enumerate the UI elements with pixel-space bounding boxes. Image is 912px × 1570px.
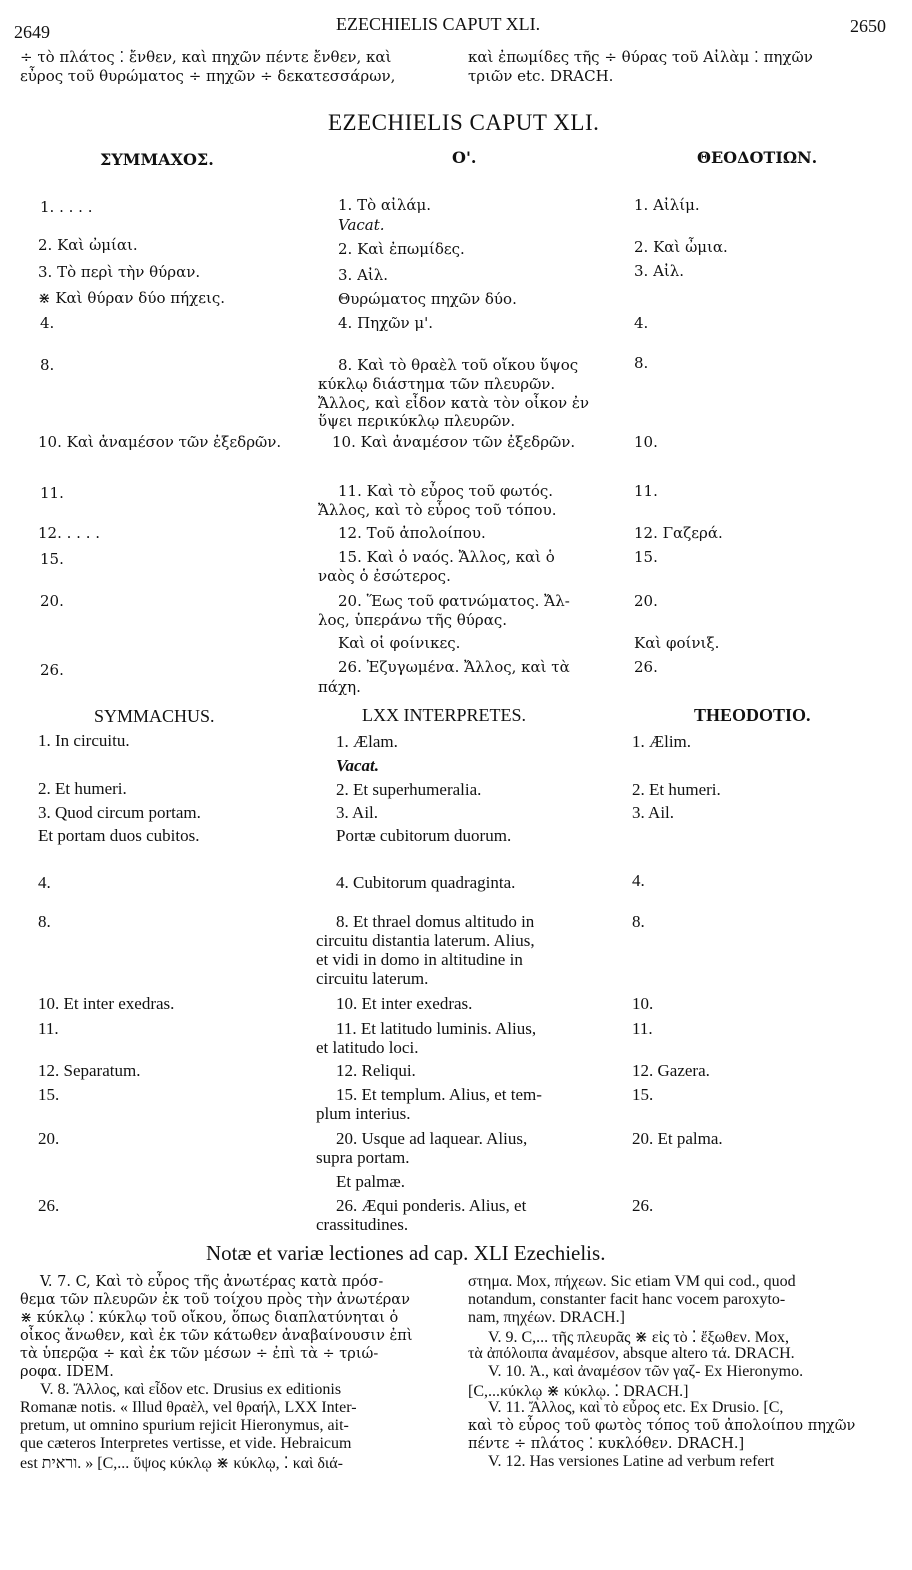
latin-theodotio-line: 3. Ail. [632, 803, 675, 822]
latin-lxx-line: Vacat. [336, 756, 379, 775]
greek-lxx-line: 10. Καὶ ἀναμέσον τῶν ἐξεδρῶν. [332, 433, 576, 451]
greek-theodotion-line: 12. Γαζερά. [634, 524, 723, 542]
latin-symmachus-line: 4. [38, 873, 51, 892]
note-right-line: V. 12. Has versiones Latine ad verbum refert [488, 1453, 775, 1470]
greek-lxx-line: 2. Καὶ ἐπωμίδες. [338, 240, 465, 258]
note-right-line: στημα. Mox, πήχεων. Sic etiam VM qui cod., quod [468, 1273, 796, 1290]
note-left-line: est וראית. » [C,... ὕψος κύκλῳ ⋇ κύκλῳ, ⁚ καὶ διά- [20, 1455, 343, 1472]
latin-symmachus-line: 12. Separatum. [38, 1061, 141, 1080]
greek-symmachus-line: 12. . . . . [38, 524, 100, 542]
greek-lxx-line: Vacat. [338, 216, 385, 234]
latin-lxx-line: 4. Cubitorum quadraginta. [336, 873, 516, 892]
note-right-line: τὰ ἀπόλοιπα ἀναμέσον, absque altero τά. DRACH. [468, 1345, 795, 1362]
note-left-line: τὰ ὑπερῷα ÷ καὶ ἐκ τῶν μέσων ÷ ἐπὶ τὰ ÷ τριώ- [20, 1346, 379, 1362]
note-right-line: nam, πηχέων. DRACH.] [468, 1309, 625, 1326]
greek-theodotion-line: 8. [634, 354, 649, 372]
page-number-left: 2649 [14, 22, 50, 42]
greek-lxx-line: Ἄλλος, καὶ τὸ εὖρος τοῦ τόπου. [318, 501, 557, 519]
greek-lxx-line: 8. Καὶ τὸ θραὲλ τοῦ οἴκου ὕψος [338, 356, 579, 374]
latin-lxx-line: circuitu distantia laterum. Alius, [316, 931, 535, 950]
latin-lxx-line: et vidi in domo in altitudine in [316, 950, 523, 969]
note-right-line: πέντε ÷ πλάτος ⁚ κυκλόθεν. DRACH.] [468, 1436, 745, 1452]
latin-lxx-line: crassitudines. [316, 1215, 409, 1234]
latin-theodotio-line: 20. Et palma. [632, 1129, 723, 1148]
note-right-line: notandum, constanter facit hanc vocem paroxyto- [468, 1291, 786, 1308]
greek-symmachus-line: 3. Τὸ περὶ τὴν θύραν. [38, 263, 201, 281]
latin-symmachus-line: 8. [38, 912, 51, 931]
greek-lxx-line: ναὸς ὁ ἐσώτερος. [318, 567, 451, 585]
latin-theodotio-line: 4. [632, 871, 645, 890]
note-right-line: V. 9. C,... τῆς πλευρᾶς ⋇ εἰς τὸ ⁚ ἔξωθεν. Mox, [488, 1329, 789, 1346]
running-title: EZECHIELIS CAPUT XLI. [336, 14, 541, 34]
note-right-line: V. 10. Ἀ., καὶ ἀναμέσον τῶν γαζ- Ex Hieronymo. [488, 1363, 804, 1380]
latin-lxx-line: plum interius. [316, 1104, 411, 1123]
latin-theodotio-line: 15. [632, 1085, 654, 1104]
note-left-line: θεμα τῶν πλευρῶν ἐκ τοῦ τοίχου πρὸς τὴν ἀνωτέραν [20, 1292, 410, 1308]
greek-symmachus-line: 20. [40, 592, 64, 610]
top-right-line: καὶ ἐπωμίδες τῆς ÷ θύρας τοῦ Αἰλὰμ ⁚ πηχῶν [468, 48, 813, 66]
latin-symmachus-line: Et portam duos cubitos. [38, 826, 200, 845]
greek-theodotion-line: 3. Αἰλ. [634, 262, 685, 280]
latin-lxx-line: supra portam. [316, 1148, 410, 1167]
greek-symmachus-line: 2. Καὶ ὠμίαι. [38, 236, 138, 254]
latin-lxx-line: 26. Æqui ponderis. Alius, et [336, 1196, 527, 1215]
greek-theodotion-line: 1. Αἰλίμ. [634, 196, 700, 214]
greek-lxx-line: πάχη. [318, 678, 361, 696]
latin-symmachus-line: 2. Et humeri. [38, 779, 127, 798]
latin-header-theodotio: THEODOTIO. [694, 705, 811, 725]
greek-theodotion-line: 4. [634, 314, 649, 332]
latin-theodotio-line: 12. Gazera. [632, 1061, 710, 1080]
greek-lxx-line: 1. Τὸ αἰλάμ. [338, 196, 432, 214]
chapter-title: EZECHIELIS CAPUT XLI. [328, 110, 600, 135]
greek-lxx-line: 4. Πηχῶν μ'. [338, 314, 433, 332]
greek-theodotion-line: 20. [634, 592, 658, 610]
latin-theodotio-line: 2. Et humeri. [632, 780, 721, 799]
greek-symmachus-line: 11. [40, 484, 64, 502]
note-left-line: οἶκος ἄνωθεν, καὶ ἐκ τῶν κάτωθεν ἀναβαίνουσιν ἐπὶ [20, 1328, 413, 1344]
greek-lxx-line: ὕψει περικύκλῳ πλευρῶν. [318, 412, 516, 430]
latin-symmachus-line: 10. Et inter exedras. [38, 994, 175, 1013]
greek-lxx-line: 3. Αἰλ. [338, 266, 389, 284]
latin-lxx-line: 10. Et inter exedras. [336, 994, 473, 1013]
latin-lxx-line: et latitudo loci. [316, 1038, 419, 1057]
greek-symmachus-line: 4. [40, 314, 55, 332]
greek-theodotion-line: 15. [634, 548, 658, 566]
note-left-line: ροφα. IDEM. [20, 1364, 114, 1380]
greek-symmachus-line: 1. . . . . [40, 198, 93, 216]
greek-theodotion-line: Καὶ φοίνιξ. [634, 634, 720, 652]
latin-lxx-line: circuitu laterum. [316, 969, 429, 988]
greek-lxx-line: 11. Καὶ τὸ εὖρος τοῦ φωτός. [338, 482, 554, 500]
greek-theodotion-line: 10. [634, 433, 658, 451]
latin-symmachus-line: 3. Quod circum portam. [38, 803, 201, 822]
note-left-line: pretum, ut omnino spurium rejicit Hieronymus, ait- [20, 1417, 349, 1434]
greek-lxx-line: 26. Ἐζυγωμένα. Ἄλλος, καὶ τὰ [338, 658, 570, 676]
greek-symmachus-line: 8. [40, 356, 55, 374]
note-right-line: καὶ τὸ εὖρος τοῦ φωτὸς τόπος τοῦ ἀπολοίπου πηχῶν [468, 1418, 856, 1434]
greek-theodotion-line: 26. [634, 658, 658, 676]
note-left-line: Romanæ notis. « Illud θραὲλ, vel θραήλ, LXX Inter- [20, 1399, 357, 1416]
latin-theodotio-line: 11. [632, 1019, 653, 1038]
latin-symmachus-line: 26. [38, 1196, 60, 1215]
latin-lxx-line: 12. Reliqui. [336, 1061, 416, 1080]
latin-symmachus-line: 15. [38, 1085, 60, 1104]
greek-symmachus-line: 26. [40, 661, 64, 679]
note-left-line: V. 7. C, Καὶ τὸ εὖρος τῆς ἀνωτέρας κατὰ πρόσ- [40, 1274, 384, 1290]
greek-header-symmachus: ΣΥΜΜΑΧΟΣ. [100, 150, 214, 169]
latin-symmachus-line: 1. In circuitu. [38, 731, 130, 750]
greek-header-lxx: Ο'. [452, 148, 477, 167]
notes-title: Notæ et variæ lectiones ad cap. XLI Ezechielis. [206, 1241, 606, 1265]
greek-lxx-line: κύκλῳ διάστημα τῶν πλευρῶν. [318, 375, 556, 393]
greek-lxx-line: 15. Καὶ ὁ ναός. Ἄλλος, καὶ ὁ [338, 548, 555, 566]
top-left-line: εὖρος τοῦ θυρώματος ÷ πηχῶν ÷ δεκατεσσάρων, [20, 67, 396, 85]
greek-symmachus-line: ⋇ Καὶ θύραν δύο πήχεις. [38, 289, 226, 307]
greek-theodotion-line: 2. Καὶ ὦμια. [634, 238, 728, 256]
note-left-line: que cæteros Interpretes vertisse, et vide. Hebraicum [20, 1435, 352, 1452]
greek-lxx-line: λος, ὑπεράνω τῆς θύρας. [318, 611, 508, 629]
latin-lxx-line: 2. Et superhumeralia. [336, 780, 482, 799]
greek-header-theodotion: ΘΕΟΔΟΤΙΩΝ. [697, 148, 818, 167]
greek-symmachus-line: 15. [40, 550, 64, 568]
greek-lxx-line: Καὶ οἱ φοίνικες. [338, 634, 461, 652]
note-left-line: V. 8. Ἄλλος, καὶ εἶδον etc. Drusius ex editionis [40, 1381, 342, 1398]
latin-theodotio-line: 8. [632, 912, 645, 931]
latin-lxx-line: 15. Et templum. Alius, et tem- [336, 1085, 542, 1104]
latin-lxx-line: 3. Ail. [336, 803, 379, 822]
latin-lxx-line: 20. Usque ad laquear. Alius, [336, 1129, 528, 1148]
latin-theodotio-line: 10. [632, 994, 654, 1013]
top-right-line: τριῶν etc. DRACH. [468, 67, 614, 85]
latin-header-lxx: LXX INTERPRETES. [362, 705, 526, 725]
greek-lxx-line: Ἄλλος, καὶ εἶδον κατὰ τὸν οἶκον ἐν [318, 394, 590, 412]
latin-lxx-line: 11. Et latitudo luminis. Alius, [336, 1019, 537, 1038]
greek-lxx-line: 20. Ἕως τοῦ φατνώματος. Ἄλ- [338, 592, 570, 610]
latin-lxx-line: Et palmæ. [336, 1172, 405, 1191]
note-right-line: V. 11. Ἄλλος, καὶ τὸ εὖρος etc. Ex Drusio. [C, [488, 1399, 784, 1416]
latin-lxx-line: Portæ cubitorum duorum. [336, 826, 512, 845]
note-left-line: ⋇ κύκλῳ ⁚ κύκλῳ τοῦ οἴκου, ὅπως διαπλατύνηται ὁ [20, 1310, 399, 1326]
latin-lxx-line: 1. Ælam. [336, 732, 398, 751]
latin-lxx-line: 8. Et thrael domus altitudo in [336, 912, 535, 931]
top-left-line: ÷ τὸ πλάτος ⁚ ἔνθεν, καὶ πηχῶν πέντε ἔνθεν, καὶ [20, 48, 392, 66]
latin-symmachus-line: 11. [38, 1019, 59, 1038]
latin-header-symmachus: SYMMACHUS. [94, 706, 215, 726]
latin-symmachus-line: 20. [38, 1129, 60, 1148]
page-number-right: 2650 [850, 16, 886, 36]
latin-theodotio-line: 26. [632, 1196, 654, 1215]
greek-theodotion-line: 11. [634, 482, 658, 500]
latin-theodotio-line: 1. Ælim. [632, 732, 692, 751]
note-right-line: [C,...κύκλῳ ⋇ κύκλῳ. ⁚ DRACH.] [468, 1383, 689, 1400]
greek-lxx-line: Θυρώματος πηχῶν δύο. [338, 290, 517, 308]
greek-lxx-line: 12. Τοῦ ἀπολοίπου. [338, 524, 486, 542]
greek-symmachus-line: 10. Καὶ ἀναμέσον τῶν ἐξεδρῶν. [38, 433, 282, 451]
